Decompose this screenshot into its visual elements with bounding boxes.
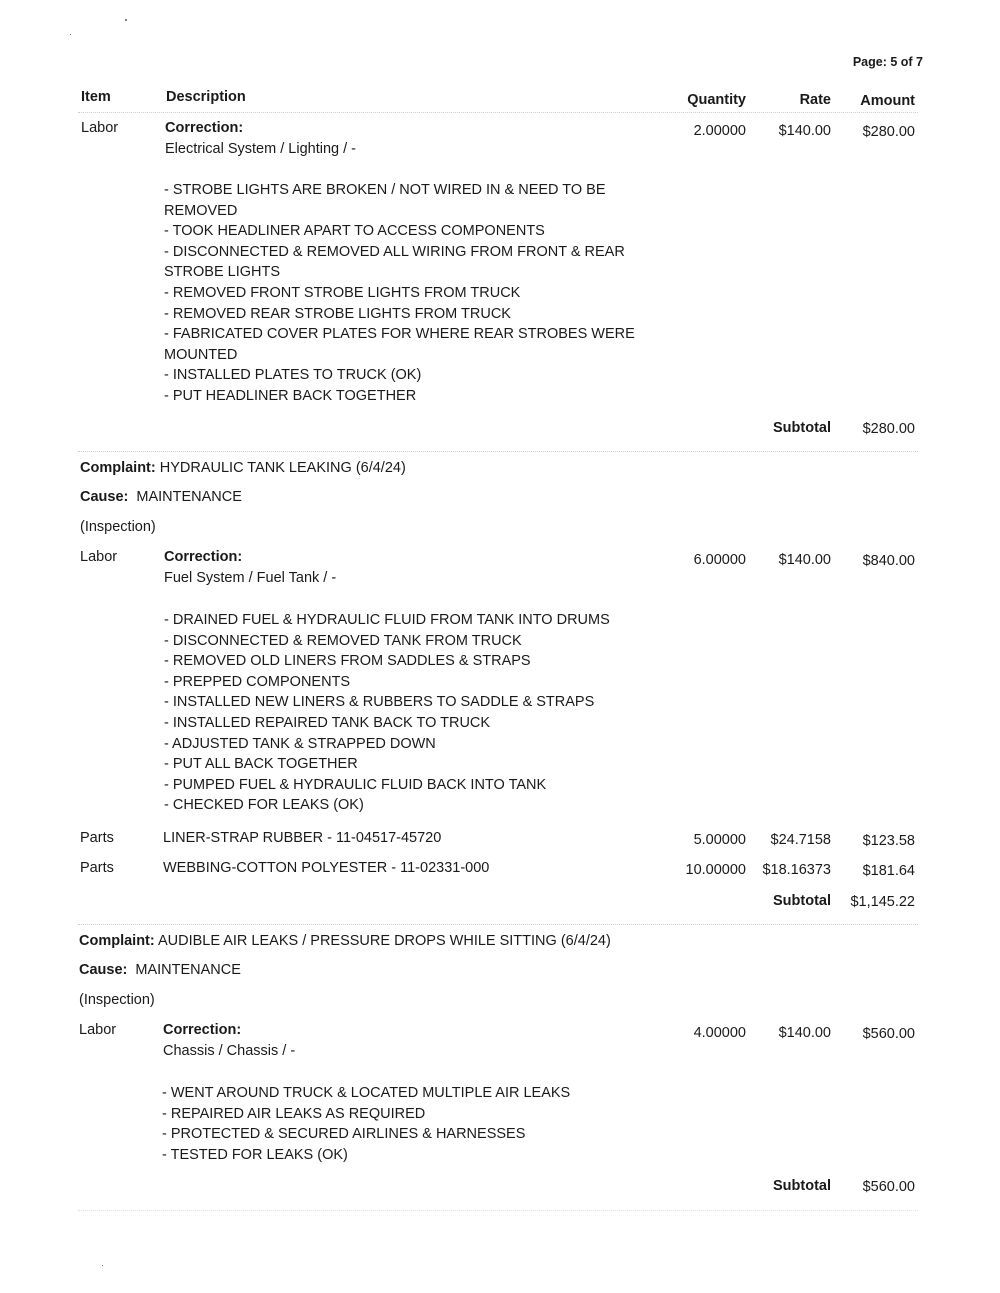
step-line: - DISCONNECTED & REMOVED ALL WIRING FROM FRONT & REAR: [164, 243, 625, 260]
step-line: - INSTALLED REPAIRED TANK BACK TO TRUCK: [164, 714, 491, 731]
section-rule: [78, 924, 918, 925]
line-item-type: Parts: [80, 830, 114, 846]
step-line: - PUT HEADLINER BACK TOGETHER: [164, 387, 417, 404]
step-line: - PREPPED COMPONENTS: [164, 673, 351, 690]
complaint-row: [80, 460, 406, 476]
line-item-type: Labor: [79, 1022, 117, 1038]
line-item-type: Labor: [81, 120, 119, 136]
header-item: Item: [81, 89, 111, 105]
correction-label: Correction:: [164, 549, 243, 565]
line-rate: $140.00: [778, 552, 831, 568]
complaint-row: [79, 933, 611, 949]
header-quantity: Quantity: [687, 92, 746, 108]
section-rule: [78, 451, 918, 452]
system-path: Fuel System / Fuel Tank / -: [164, 570, 337, 586]
cause-text: MAINTENANCE: [136, 489, 242, 505]
line-rate: $18.16373: [762, 862, 831, 878]
cause-label: Cause:: [80, 489, 129, 505]
subtotal-amount: $280.00: [862, 421, 915, 437]
line-amount: $560.00: [862, 1026, 915, 1042]
correction-steps: [164, 610, 610, 816]
step-line: - ADJUSTED TANK & STRAPPED DOWN: [164, 735, 436, 752]
step-line: - TESTED FOR LEAKS (OK): [162, 1146, 348, 1163]
step-line: - TOOK HEADLINER APART TO ACCESS COMPONENTS: [164, 223, 545, 240]
line-quantity: 6.00000: [693, 552, 746, 568]
page-number: Page: 5 of 7: [852, 55, 923, 69]
line-amount: $123.58: [862, 833, 915, 849]
line-rate: $140.00: [778, 123, 831, 139]
scan-speck: [102, 1265, 103, 1266]
step-line: - DRAINED FUEL & HYDRAULIC FLUID FROM TANK INTO DRUMS: [164, 612, 610, 628]
correction-steps: [162, 1083, 570, 1165]
header-amount: Amount: [860, 93, 915, 109]
subtotal-amount: $1,145.22: [850, 894, 915, 910]
step-line: - DISCONNECTED & REMOVED TANK FROM TRUCK: [164, 632, 522, 649]
step-line: STROBE LIGHTS: [164, 264, 281, 281]
complaint-text: HYDRAULIC TANK LEAKING (6/4/24): [159, 460, 406, 476]
header-description: Description: [166, 89, 246, 105]
header-rule: [78, 112, 918, 113]
correction-label: Correction:: [163, 1022, 242, 1038]
step-line: - REPAIRED AIR LEAKS AS REQUIRED: [162, 1105, 426, 1122]
scan-speck: [125, 19, 127, 21]
scan-speck: [70, 34, 71, 35]
system-path: Chassis / Chassis / -: [163, 1043, 296, 1059]
line-quantity: 2.00000: [693, 123, 746, 139]
complaint-label: Complaint:: [80, 460, 156, 476]
cause-text: MAINTENANCE: [135, 962, 241, 978]
step-line: - WENT AROUND TRUCK & LOCATED MULTIPLE AIR LEAKS: [162, 1085, 571, 1101]
correction-steps: [164, 180, 635, 407]
step-line: - REMOVED REAR STROBE LIGHTS FROM TRUCK: [164, 305, 511, 322]
section-rule: [78, 1210, 918, 1211]
subtotal-amount: $560.00: [862, 1179, 915, 1195]
subtotal-label: Subtotal: [773, 420, 831, 436]
step-line: - INSTALLED NEW LINERS & RUBBERS TO SADDLE & STRAPS: [164, 694, 595, 711]
line-quantity: 5.00000: [693, 832, 746, 848]
step-line: REMOVED: [164, 202, 238, 219]
step-line: - FABRICATED COVER PLATES FOR WHERE REAR STROBES WERE: [164, 326, 635, 343]
step-line: - PUT ALL BACK TOGETHER: [164, 756, 358, 773]
header-rate: Rate: [799, 92, 831, 108]
cause-label: Cause:: [79, 962, 128, 978]
line-item-type: Parts: [80, 860, 114, 876]
complaint-text: AUDIBLE AIR LEAKS / PRESSURE DROPS WHILE SITTING (6/4/24): [157, 933, 611, 949]
inspection-note: (Inspection): [79, 992, 155, 1008]
step-line: - CHECKED FOR LEAKS (OK): [164, 797, 364, 814]
step-line: - PROTECTED & SECURED AIRLINES & HARNESSES: [162, 1126, 526, 1143]
step-line: - PUMPED FUEL & HYDRAULIC FLUID BACK INTO TANK: [164, 776, 547, 793]
part-description: WEBBING-COTTON POLYESTER - 11-02331-000: [163, 860, 490, 876]
system-path: Electrical System / Lighting / -: [165, 141, 356, 157]
correction-label: Correction:: [165, 120, 244, 136]
step-line: - INSTALLED PLATES TO TRUCK (OK): [164, 367, 422, 384]
subtotal-label: Subtotal: [773, 893, 831, 909]
subtotal-label: Subtotal: [773, 1178, 831, 1194]
line-rate: $140.00: [778, 1025, 831, 1041]
inspection-note: (Inspection): [80, 519, 156, 535]
line-amount: $280.00: [862, 124, 915, 140]
line-rate: $24.7158: [770, 832, 831, 848]
line-quantity: 10.00000: [685, 862, 746, 878]
line-amount: $840.00: [862, 553, 915, 569]
line-amount: $181.64: [862, 863, 915, 879]
cause-row: [80, 489, 242, 505]
line-item-type: Labor: [80, 549, 118, 565]
step-line: - REMOVED OLD LINERS FROM SADDLES & STRAPS: [164, 653, 531, 670]
cause-row: [79, 962, 241, 978]
line-quantity: 4.00000: [693, 1025, 746, 1041]
step-line: - STROBE LIGHTS ARE BROKEN / NOT WIRED IN & NEED TO BE: [164, 182, 606, 198]
part-description: LINER-STRAP RUBBER - 11-04517-45720: [163, 830, 442, 846]
step-line: - REMOVED FRONT STROBE LIGHTS FROM TRUCK: [164, 284, 521, 301]
step-line: MOUNTED: [164, 346, 238, 363]
complaint-label: Complaint:: [79, 933, 155, 949]
